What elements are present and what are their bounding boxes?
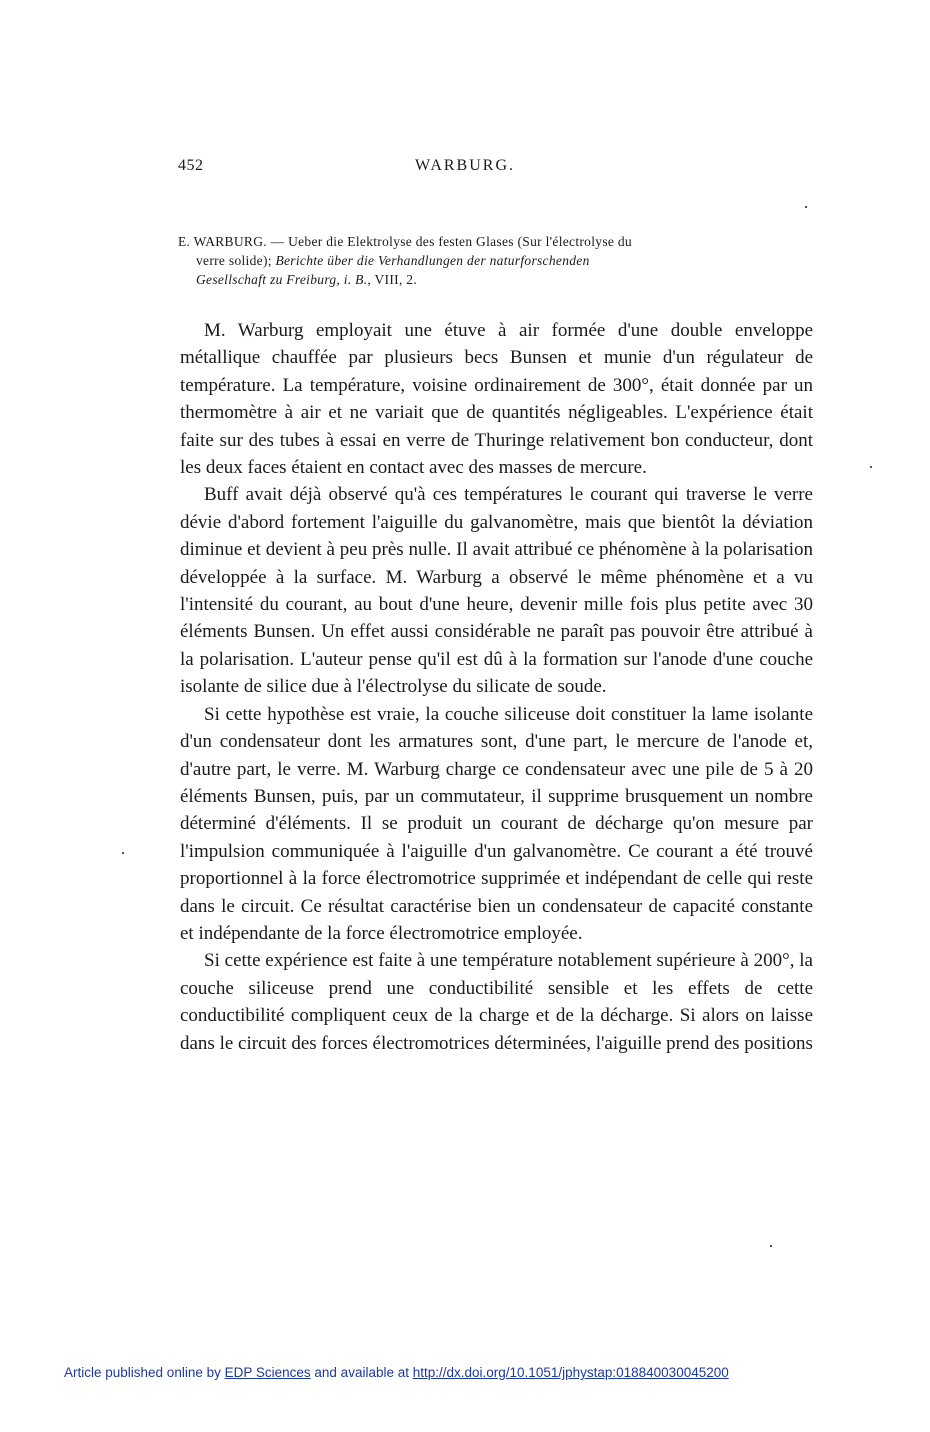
article-body	[180, 317, 813, 1057]
doi-link[interactable]: http://dx.doi.org/10.1051/jphystap:018840030045200	[412, 1365, 729, 1380]
bibliographic-reference	[178, 232, 812, 289]
publisher-link[interactable]: EDP Sciences	[224, 1365, 311, 1380]
paragraph: Si cette expérience est faite à une température notablement supérieure à 200°, la couche siliceuse prend une conductibilité sensible et les effets de cette conductibilité compliquent ceux de la charge et de la décharge. Si alors on laisse dans le circuit des forces électromotrices déterminées, l'aiguille prend des positions	[180, 950, 813, 1054]
footer-prefix: Article published online by	[64, 1365, 225, 1380]
paragraph: M. Warburg employait une étuve à air formée d'une double enveloppe métallique chauffée par plusieurs becs Bunsen et munie d'un régulateur de température. La température, voisine ordinairement de 300°, était donnée par un thermomètre à air et ne variait que de quantités négligeables. L'expérience était faite sur des tubes à essai en verre de Thuringe relativement bon conducteur, dont les deux faces étaient en contact avec des masses de mercure.	[180, 320, 813, 479]
reference-note: verre solide);	[196, 253, 276, 268]
publication-footer	[64, 1365, 729, 1380]
scan-speck	[770, 1245, 772, 1247]
reference-volume: , VIII, 2.	[367, 272, 418, 287]
reference-society: Gesellschaft zu Freiburg, i. B.	[196, 272, 368, 287]
paragraph: Buff avait déjà observé qu'à ces températures le courant qui traverse le verre dévie d'abord fortement l'aiguille du galvanomètre, mais que bientôt la déviation diminue et devient à peu près nulle. Il avait attribué ce phénomène à la polarisation développée à la surface. M. Warburg a observé le même phénomène et a vu l'intensité du courant, au bout d'une heure, devenir mille fois plus petite avec 30 éléments Bunsen. Un effet aussi considérable ne paraît pas pouvoir être attribué à la polarisation. L'auteur pense qu'il est dû à la formation sur l'anode d'une couche isolante de silice due à l'électrolyse du silicate de soude.	[180, 484, 813, 698]
paragraph: Si cette hypothèse est vraie, la couche siliceuse doit constituer la lame isolante d'un condensateur dont les armatures sont, d'une part, le mercure de l'anode et, d'autre part, le verre. M. Warburg charge ce condensateur avec une pile de 5 à 20 éléments Bunsen, puis, par un commutateur, il supprime brusquement un nombre déterminé d'éléments. Il se produit un courant de décharge qu'on mesure par l'impulsion communiquée à l'aiguille d'un galvanomètre. Ce courant a été trouvé proportionnel à la force électromotrice supprimée et indépendant de celle qui reste dans le circuit. Ce résultat caractérise bien un condensateur de capacité constante et indépendante de la force électromotrice employée.	[180, 703, 813, 944]
page-number: 452	[178, 157, 204, 174]
scan-speck	[122, 852, 124, 854]
reference-line-2	[178, 251, 812, 270]
reference-line-3	[178, 270, 812, 289]
running-head: WARBURG.	[414, 157, 515, 174]
footer-middle: and available at	[310, 1365, 413, 1380]
scan-speck	[805, 206, 807, 208]
reference-line-1: E. WARBURG. — Ueber die Elektrolyse des festen Glases (Sur l'électrolyse du	[178, 234, 632, 249]
reference-journal: Berichte über die Verhandlungen der naturforschenden	[275, 253, 590, 268]
scan-speck	[870, 466, 872, 468]
